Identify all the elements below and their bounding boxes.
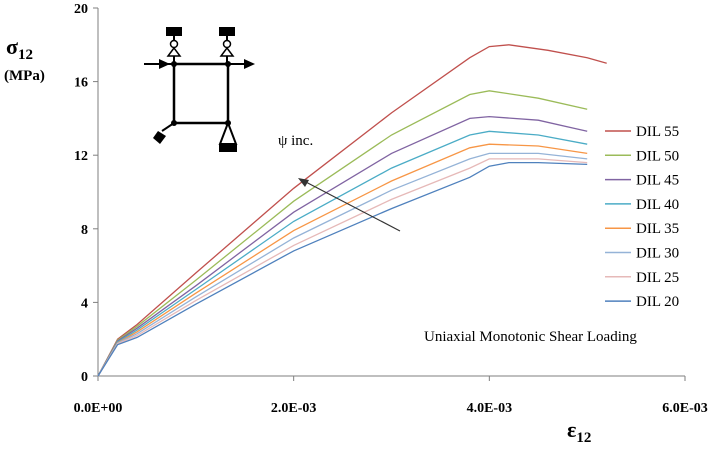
legend-label: DIL 45 xyxy=(636,172,680,189)
y-axis-unit: (MPa) xyxy=(4,68,45,84)
legend-label: DIL 35 xyxy=(636,221,680,238)
y-axis-ticks xyxy=(74,2,98,385)
y-tick-label: 20 xyxy=(74,2,88,17)
x-tick-label: 6.0E-03 xyxy=(662,401,708,416)
psi-increase-label: ψ inc. xyxy=(278,133,314,149)
legend-label: DIL 20 xyxy=(636,294,680,311)
bottom-right-pin-support xyxy=(220,123,236,144)
psi-increase-arrow xyxy=(298,178,400,231)
y-tick-label: 12 xyxy=(74,149,88,165)
top-right-roller xyxy=(224,41,231,48)
top-left-roller xyxy=(171,41,178,48)
x-axis-ticks xyxy=(74,376,708,416)
top-right-support-block xyxy=(219,27,235,36)
y-tick-label: 4 xyxy=(81,296,88,312)
legend-label: DIL 30 xyxy=(636,245,680,262)
legend xyxy=(605,124,679,310)
top-left-support-block xyxy=(166,27,182,36)
loading-note: Uniaxial Monotonic Shear Loading xyxy=(424,329,637,345)
x-tick-label: 2.0E-03 xyxy=(270,401,317,416)
element-square xyxy=(174,64,228,123)
x-tick-label: 4.0E-03 xyxy=(466,401,513,416)
boundary-condition-schematic xyxy=(144,27,255,152)
legend-label: DIL 50 xyxy=(636,148,680,165)
y-tick-label: 0 xyxy=(81,370,88,385)
y-tick-label: 16 xyxy=(74,75,88,91)
bottom-left-roller-support xyxy=(153,131,166,144)
legend-label: DIL 40 xyxy=(636,196,680,213)
y-axis-title: $\sigma_{12}$ xyxy=(6,34,33,63)
x-tick-label: 0.0E+00 xyxy=(73,401,123,416)
y-tick-label: 8 xyxy=(81,222,88,238)
legend-label: DIL 25 xyxy=(636,269,680,286)
x-axis-title: $\varepsilon_{12}$ xyxy=(567,417,592,446)
legend-label: DIL 55 xyxy=(636,124,680,140)
